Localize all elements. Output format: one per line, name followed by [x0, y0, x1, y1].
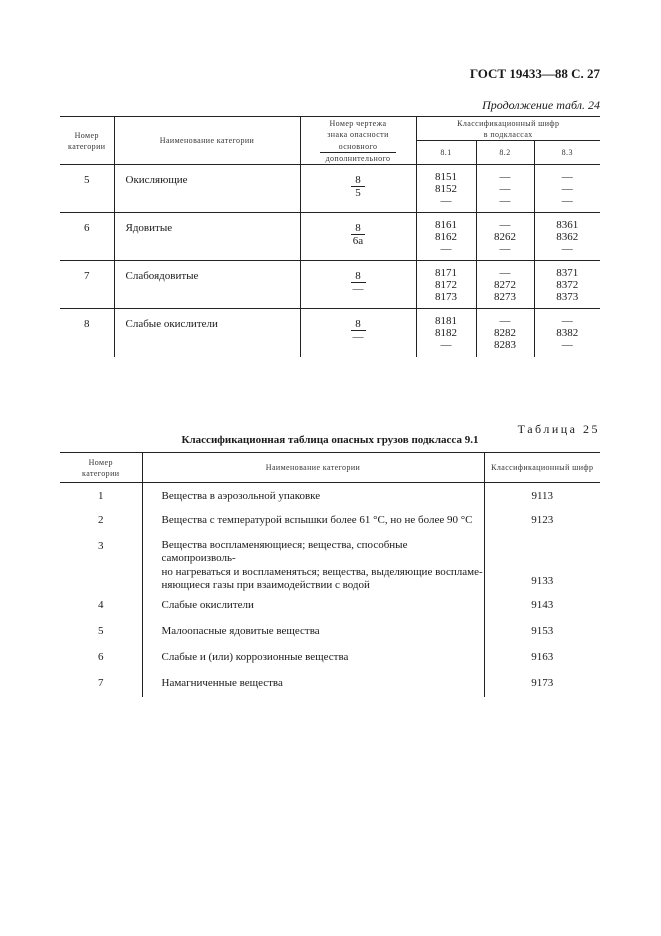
- codes-8-3: — — —: [534, 165, 600, 213]
- header-category-name: Наименование категории: [142, 453, 484, 483]
- header-category-number: Номер категории: [60, 453, 142, 483]
- header-drawing-fraction: [300, 141, 416, 165]
- drawing-main: 8: [351, 174, 365, 187]
- row-drawing: [300, 309, 416, 357]
- codes-8-3: 8361 8362 —: [534, 213, 600, 261]
- row-drawing: [300, 261, 416, 309]
- header-category-number: Номер категории: [60, 117, 114, 165]
- header-cipher: Классификационный шифр: [484, 453, 600, 483]
- table-row: [60, 535, 600, 593]
- table-25-label: Таблица 25: [517, 422, 600, 436]
- row-number: 4: [98, 598, 104, 611]
- row-number: 3: [98, 539, 104, 552]
- row-number: 5: [60, 165, 114, 213]
- row-drawing: [300, 165, 416, 213]
- page-header: ГОСТ 19433—88 С. 27: [469, 66, 600, 81]
- row-name: Малоопасные ядовитые вещества: [142, 619, 484, 645]
- header-cipher: Классификационный шифр в подклассах: [416, 117, 600, 141]
- codes-8-1: 8151 8152 —: [416, 165, 476, 213]
- codes-8-1: 8171 8172 8173: [416, 261, 476, 309]
- row-name: Окисляющие: [114, 165, 300, 213]
- header-drawing-number: Номер чертежа знака опасности: [300, 117, 416, 141]
- codes-8-2: — 8262 —: [476, 213, 534, 261]
- table-25: [60, 452, 600, 697]
- row-number: 6: [60, 213, 114, 261]
- codes-8-2: — 8272 8273: [476, 261, 534, 309]
- row-number: 6: [98, 650, 104, 663]
- codes-8-3: 8371 8372 8373: [534, 261, 600, 309]
- row-name: Вещества в аэрозольной упаковке: [142, 483, 484, 509]
- drawing-main: 8: [351, 318, 366, 331]
- row-number: 8: [84, 318, 90, 330]
- row-code: 9113: [484, 483, 600, 509]
- row-code: 9133: [484, 535, 600, 593]
- row-code: 9163: [484, 645, 600, 671]
- row-name: Слабые окислители: [114, 309, 300, 357]
- row-number: 1: [98, 490, 104, 502]
- row-name: Вещества воспламеняющиеся; вещества, способные самопроизволь- но нагреваться и воспламеняться; вещества, выделяющие воспламе- няющиеся газы при взаимодействии с водой: [142, 535, 484, 593]
- row-name: Слабые окислители: [142, 593, 484, 619]
- header-category-name: Наименование категории: [114, 117, 300, 165]
- table-row: [60, 593, 600, 619]
- drawing-main: 8: [351, 270, 366, 283]
- table-row: [60, 483, 600, 509]
- table-row: [60, 309, 600, 357]
- row-name: Ядовитые: [114, 213, 300, 261]
- table-row: [60, 645, 600, 671]
- row-code: 9143: [484, 593, 600, 619]
- row-drawing: [300, 213, 416, 261]
- row-name: Слабые и (или) коррозионные вещества: [142, 645, 484, 671]
- row-number: 5: [98, 624, 104, 637]
- drawing-additional: 5: [355, 187, 361, 199]
- table-row: [60, 261, 600, 309]
- row-code: 9173: [484, 671, 600, 697]
- table-24: [60, 116, 600, 357]
- codes-8-2: — — —: [476, 165, 534, 213]
- table-row: [60, 165, 600, 213]
- codes-8-2: — 8282 8283: [476, 309, 534, 357]
- table-row: [60, 619, 600, 645]
- row-name: Вещества с температурой вспышки более 61 °С, но не более 90 °С: [142, 509, 484, 535]
- table-continuation-note: Продолжение табл. 24: [482, 98, 600, 112]
- row-number: 7: [98, 676, 104, 689]
- codes-8-1: 8181 8182 —: [416, 309, 476, 357]
- row-name: Слабоядовитые: [114, 261, 300, 309]
- row-code: 9153: [484, 619, 600, 645]
- row-number: 2: [98, 513, 104, 526]
- table-row: [60, 213, 600, 261]
- header-drawing-main: основного: [320, 141, 396, 153]
- drawing-additional: —: [352, 331, 364, 343]
- row-number: 7: [60, 261, 114, 309]
- header-subclass-8-3: 8.3: [534, 141, 600, 165]
- header-subclass-8-2: 8.2: [476, 141, 534, 165]
- row-code: 9123: [484, 509, 600, 535]
- codes-8-3: — 8382 —: [534, 309, 600, 357]
- table-25-title: Классификационная таблица опасных грузов подкласса 9.1: [181, 434, 479, 446]
- header-subclass-8-1: 8.1: [416, 141, 476, 165]
- table-row: [60, 671, 600, 697]
- drawing-main: 8: [351, 222, 365, 235]
- table-row: [60, 509, 600, 535]
- codes-8-1: 8161 8162 —: [416, 213, 476, 261]
- drawing-additional: —: [352, 283, 364, 295]
- drawing-additional: 6а: [352, 235, 364, 247]
- row-name: Намагниченные вещества: [142, 671, 484, 697]
- header-drawing-additional: дополнительного: [325, 153, 391, 163]
